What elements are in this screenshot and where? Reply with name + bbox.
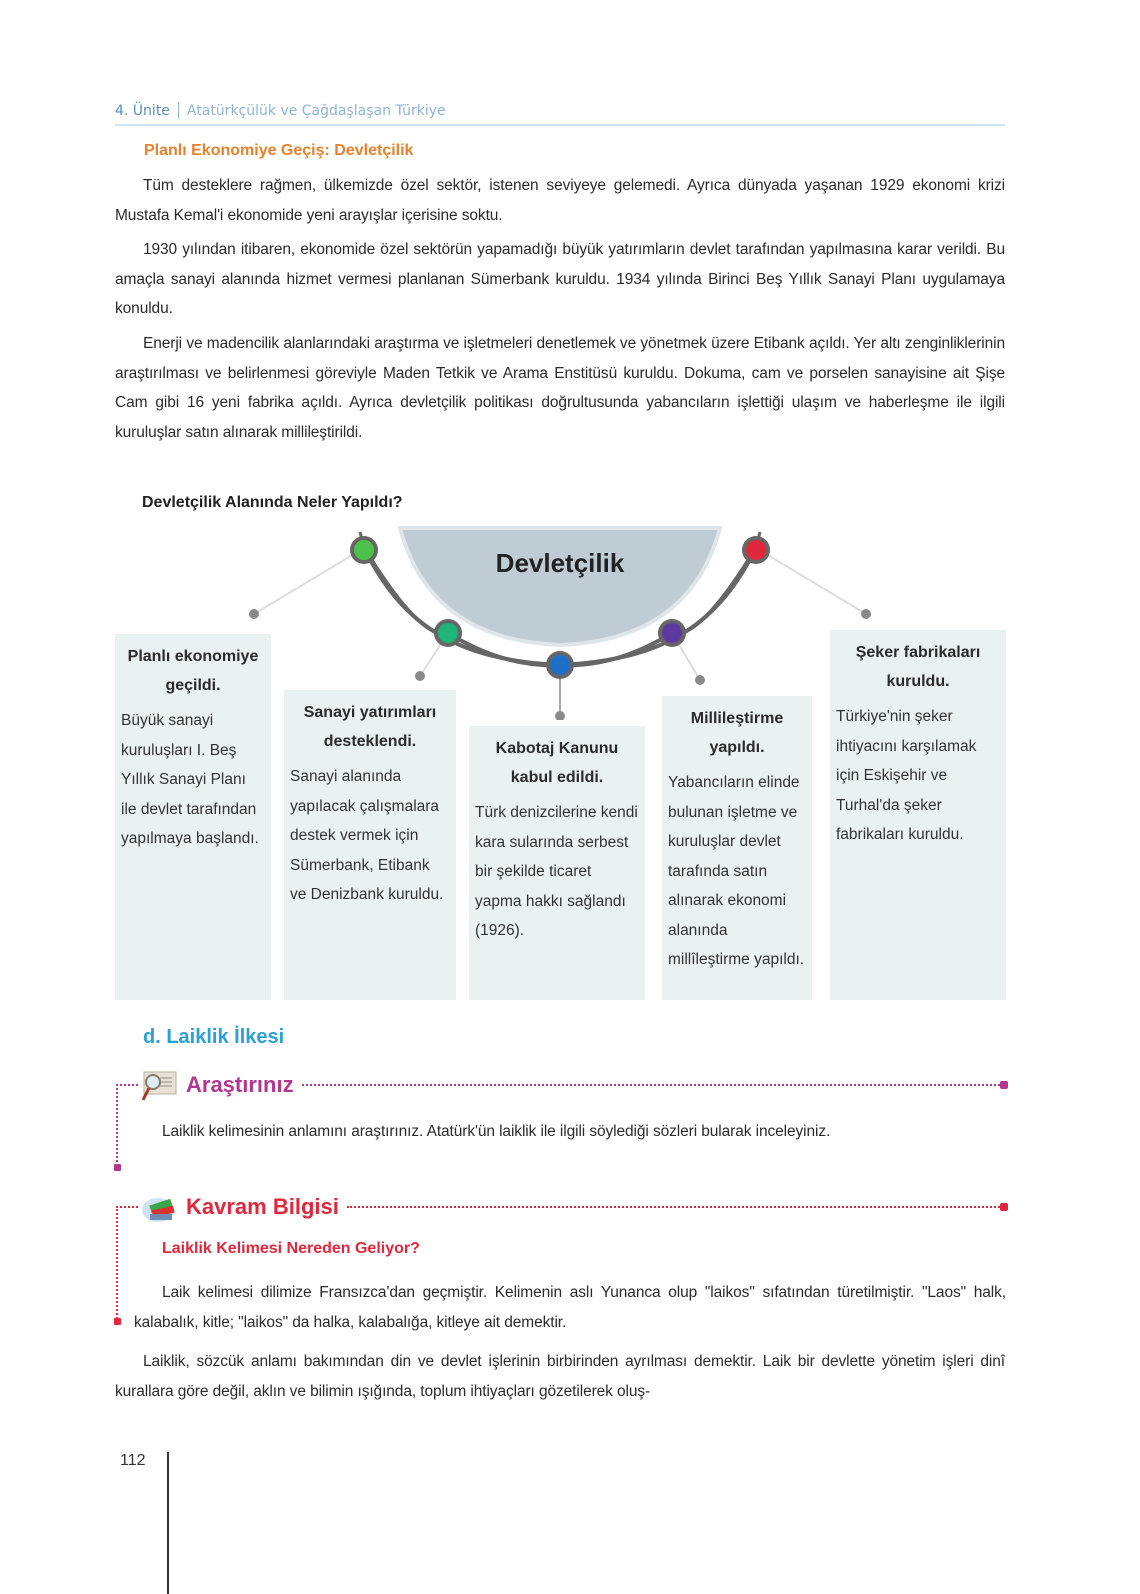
kavram-text: Laik kelimesi dilimize Fransızca'dan geçmiştir. Kelimenin aslı Yunanca olup "laikos" sıfatından türetilmiştir. "Laos" halk, kalabalık, kitle; "laikos" da halka, kalabalığa, kitleye ait demektir. <box>134 1284 1006 1331</box>
kavram-vertical-rule <box>116 1206 118 1322</box>
running-header <box>115 102 1005 126</box>
kavram-bilgisi-header <box>116 1190 1008 1224</box>
kavram-bilgisi-label: Kavram Bilgisi <box>186 1194 339 1219</box>
card-body: Sanayi alanında yapılacak çalışmalara destek vermek için Sümerbank, Etibank ve Denizbank kuruldu. <box>290 768 444 903</box>
card-body: Türk denizcilerine kendi kara sularında serbest bir şekilde ticaret yapma hakkı sağlandı (1926). <box>475 804 638 939</box>
magnifier-document-icon <box>140 1068 180 1102</box>
books-icon <box>140 1190 180 1224</box>
card-heading: Kabotaj Kanunu kabul edildi. <box>495 740 619 786</box>
center-label: Devletçilik <box>495 548 625 578</box>
card-heading: Şeker fabrikaları kuruldu. <box>855 644 981 690</box>
card-sanayi-yatirimlari <box>284 690 456 1000</box>
section-title-laiklik: d. Laiklik İlkesi <box>143 1026 285 1048</box>
card-millilestirme <box>662 696 812 1000</box>
kavram-subtitle: Laiklik Kelimesi Nereden Geliyor? <box>162 1240 420 1257</box>
unit-label: 4. Ünite <box>115 103 170 119</box>
card-heading: Sanayi yatırımları desteklendi. <box>303 704 437 750</box>
chapter-title: Atatürkçülük ve Çağdaşlaşan Türkiye <box>186 103 446 119</box>
diagram-title: Devletçilik Alanında Neler Yapıldı? <box>142 494 403 511</box>
header-divider <box>178 102 179 118</box>
arastiriniz-vertical-rule <box>116 1084 118 1166</box>
card-kabotaj-kanunu <box>469 726 645 1000</box>
footer-divider <box>167 1452 169 1594</box>
card-heading: Millileştirme yapıldı. <box>690 710 784 756</box>
section-title-devletcilik: Planlı Ekonomiye Geçiş: Devletçilik <box>144 142 414 159</box>
card-planli-ekonomi <box>115 634 271 1000</box>
paragraph-3: Enerji ve madencilik alanlarındaki araştırma ve işletmeleri denetlemek ve yönetmek üzere Etibank açıldı. Yer altı zenginliklerinin araştırılması ve belirlenmesi göreviyle Maden Tetkik ve Arama Enstitüsü kuruldu. Dokuma, cam ve porselen sanayisine ait Şişe Cam gibi 16 yeni fabrika açıldı. Ayrıca devletçilik politikası doğrultusunda yabancıların işlettiği ulaşım ve haberleşme ile ilgili kuruluşlar satın alınarak millileştirildi. <box>115 335 1005 441</box>
paragraph-2: 1930 yılından itibaren, ekonomide özel sektörün yapamadığı büyük yatırımların devlet tarafından yapılmasına karar verildi. Bu amaçla sanayi alanında hizmet vermesi planlanan Sümerbank kuruldu. 1934 yılında Birinci Beş Yıllık Sanayi Planı uygulamaya konuldu. <box>115 241 1005 317</box>
arastiriniz-label: Araştırınız <box>186 1072 294 1097</box>
card-body: Büyük sanayi kuruluşları I. Beş Yıllık Sanayi Planı ile devlet tarafından yapılmaya başlandı. <box>121 712 259 847</box>
page-number: 112 <box>120 1452 146 1469</box>
card-body: Yabancıların elinde bulunan işletme ve kuruluşlar devlet tarafında satın alınarak ekonomi alanında millîleştirme yapıldı. <box>668 774 805 968</box>
card-heading: Planlı ekonomiye geçildi. <box>127 648 259 694</box>
arastiriniz-text: Laiklik kelimesinin anlamını araştırınız. Atatürk'ün laiklik ile ilgili söylediği sözleri bularak inceleyiniz. <box>162 1123 831 1140</box>
arastiriniz-header <box>116 1068 1008 1102</box>
paragraph-1: Tüm desteklere rağmen, ülkemizde özel sektör, istenen seviyeye gelemedi. Ayrıca dünyada yaşanan 1929 ekonomi krizi Mustafa Kemal'i ekonomide yeni arayışlar içerisine soktu. <box>115 177 1005 224</box>
card-body: Türkiye'nin şeker ihtiyacını karşılamak için Eskişehir ve Turhal'da şeker fabrikaları kuruldu. <box>836 708 977 843</box>
card-seker-fabrikalari <box>830 630 1006 1000</box>
laiklik-paragraph: Laiklik, sözcük anlamı bakımından din ve devlet işlerinin birbirinden ayrılması demektir. Laik bir devlette yönetim işleri dinî kurallara göre değil, aklın ve bilimin ışığında, toplum ihtiyaçları gözetilerek oluş- <box>115 1353 1005 1400</box>
